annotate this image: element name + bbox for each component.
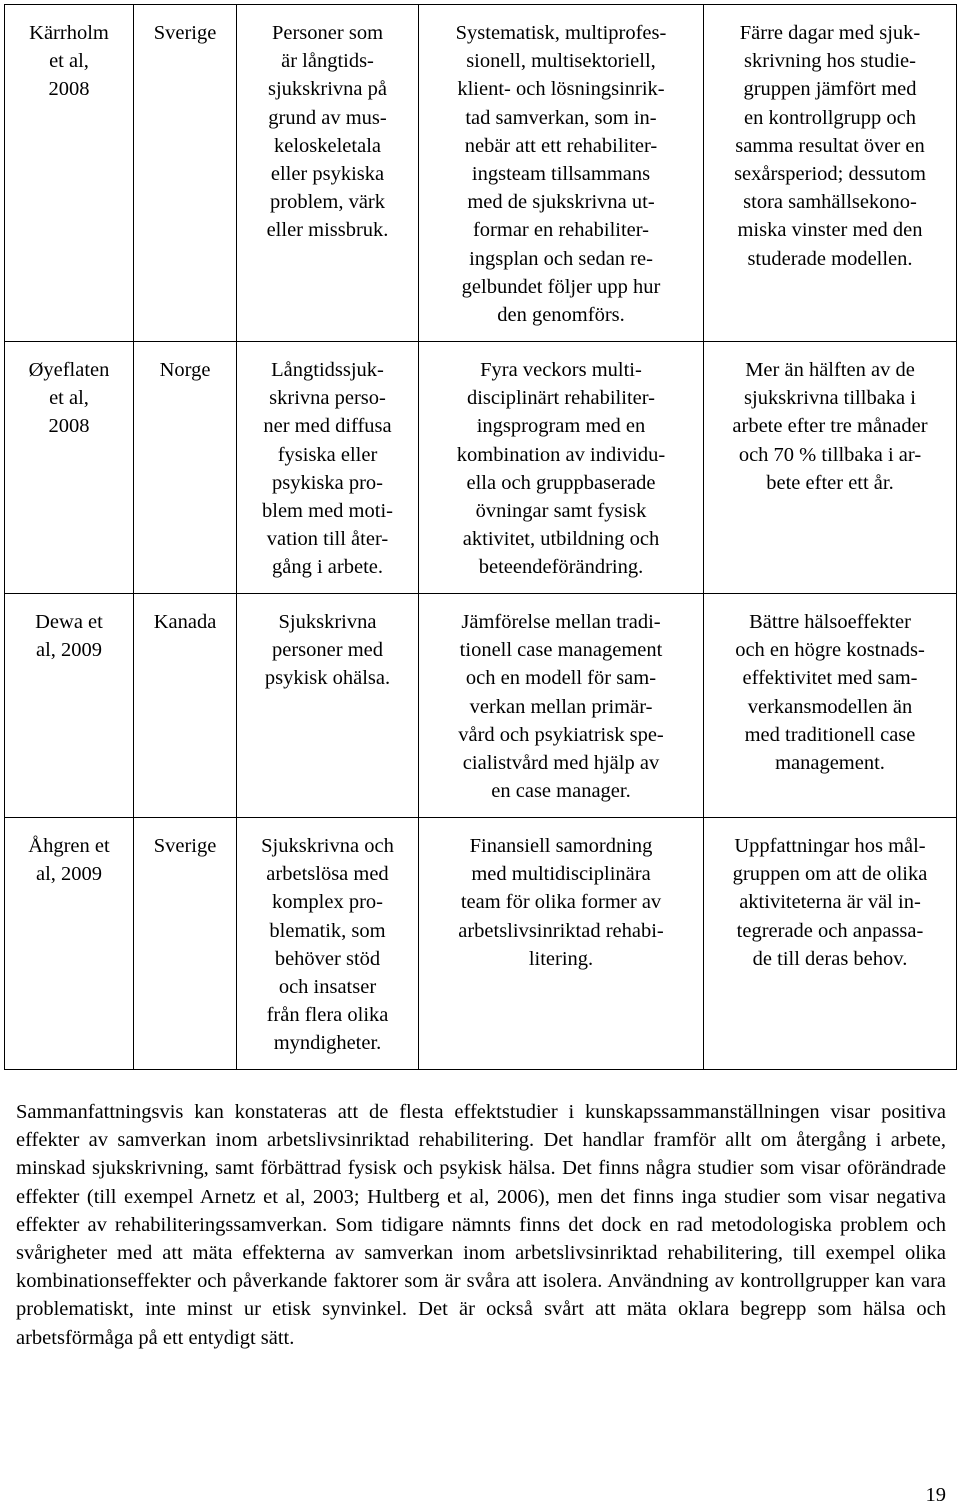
summary-paragraph: Sammanfattningsvis kan konstateras att de flesta effektstudier i kunskapssammanställningen visar positiva effekter av samverkan inom arbetslivsinriktad rehabilitering. Det handlar framför allt om återgång i arbete, minskad sjukskrivning, samt förbättrad fysisk och psykisk hälsa. Det finns några studier som visar oförändrade effekter (till exempel Arnetz et al, 2003; Hultberg et al, 2006), men det finns inga studier som visar negativa effekter av rehabiliteringssamverkan. Som tidigare nämnts finns det dock en rad metodologiska problem och svårigheter med att mäta effekterna av samverkan inom arbetslivsinriktad rehabilitering, till exempel olika kombinationseffekter och påverkande faktorer som är svåra att isolera. Användning av kontrollgrupper kan vara problematiskt, inte minst ur etisk synvinkel. Det är också svårt att mäta oklara begrepp som hälsa och arbetsförmåga på ett entydigt sätt. (16, 1101, 946, 1349)
result-cell: Färre dagar med sjuk- skrivning hos studie- gruppen jämfört med en kontrollgrupp och samma resultat över en sexårsperiod; dessutom stora samhällsekono- miska vinster med den studerade modellen. (704, 5, 957, 342)
table-row (5, 5, 957, 342)
intervention-cell: Jämförelse mellan tradi- tionell case management och en modell för sam- verkan mellan primär- vård och psykiatrisk spe- cialistvård med hjälp av en case manager. (419, 594, 704, 818)
target-group-cell: Sjukskrivna personer med psykisk ohälsa. (237, 594, 419, 818)
country-cell: Kanada (134, 594, 237, 818)
country-cell: Sverige (134, 5, 237, 342)
author-cell: Kärrholm et al, 2008 (5, 5, 134, 342)
result-cell: Mer än hälften av de sjukskrivna tillbaka i arbete efter tre månader och 70 % tillbaka i ar- bete efter ett år. (704, 342, 957, 594)
country-cell: Sverige (134, 818, 237, 1070)
result-cell: Bättre hälsoeffekter och en högre kostnads- effektivitet med sam- verkansmodellen än med traditionell case management. (704, 594, 957, 818)
intervention-cell: Fyra veckors multi- disciplinärt rehabiliter- ingsprogram med en kombination av individu- ella och gruppbaserade övningar samt fysisk aktivitet, utbildning och beteendeförändring. (419, 342, 704, 594)
author-cell: Dewa et al, 2009 (5, 594, 134, 818)
target-group-cell: Långtidssjuk- skrivna perso- ner med diffusa fysiska eller psykiska pro- blem med moti- vation till åter- gång i arbete. (237, 342, 419, 594)
intervention-cell: Finansiell samordning med multidisciplinära team för olika former av arbetslivsinriktad rehabi- litering. (419, 818, 704, 1070)
table-row (5, 818, 957, 1070)
author-cell: Øyeflaten et al, 2008 (5, 342, 134, 594)
table-row (5, 594, 957, 818)
page-number: 19 (925, 1484, 946, 1506)
author-cell: Åhgren et al, 2009 (5, 818, 134, 1070)
intervention-cell: Systematisk, multiprofes- sionell, multisektoriell, klient- och lösningsinrik- tad samverkan, som in- nebär att ett rehabiliter- ingsteam tillsammans med de sjukskrivna ut- formar en rehabiliter- ingsplan och sedan re- gelbundet följer upp hur den genomförs. (419, 5, 704, 342)
target-group-cell: Personer som är långtids- sjukskrivna på grund av mus- keloskeletala eller psykiska problem, värk eller missbruk. (237, 5, 419, 342)
table-row (5, 342, 957, 594)
country-cell: Norge (134, 342, 237, 594)
target-group-cell: Sjukskrivna och arbetslösa med komplex pro- blematik, som behöver stöd och insatser från flera olika myndigheter. (237, 818, 419, 1070)
result-cell: Uppfattningar hos mål- gruppen om att de olika aktiviteterna är väl in- tegrerade och anpassa- de till deras behov. (704, 818, 957, 1070)
studies-table (4, 4, 957, 1070)
